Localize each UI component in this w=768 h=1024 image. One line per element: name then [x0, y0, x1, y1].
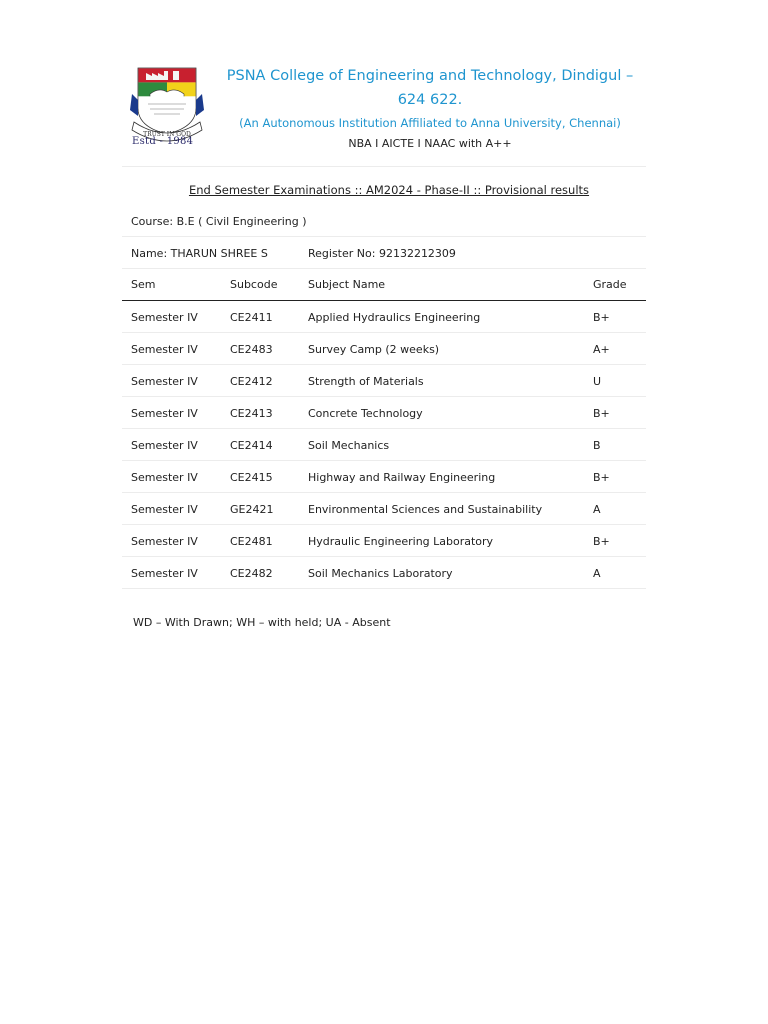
- table-row: [122, 493, 646, 525]
- cell-subject-name: Highway and Railway Engineering: [308, 471, 496, 484]
- table-header: [122, 268, 646, 301]
- table-body: [122, 301, 646, 589]
- cell-grade: B+: [593, 471, 610, 484]
- cell-subcode: CE2411: [230, 311, 273, 324]
- cell-sem: Semester IV: [131, 439, 198, 452]
- college-affiliation: (An Autonomous Institution Affiliated to Anna University, Chennai): [239, 116, 621, 130]
- cell-subject-name: Environmental Sciences and Sustainability: [308, 503, 543, 516]
- cell-subcode: CE2413: [230, 407, 273, 420]
- cell-grade: B+: [593, 535, 610, 548]
- cell-subcode: CE2481: [230, 535, 273, 548]
- column-header-grade: Grade: [593, 278, 627, 291]
- table-row: [122, 301, 646, 333]
- cell-subject-name: Strength of Materials: [308, 375, 424, 388]
- cell-subcode: CE2415: [230, 471, 273, 484]
- column-header-subcode: Subcode: [230, 278, 278, 291]
- exam-title: End Semester Examinations :: AM2024 - Phase-II :: Provisional results: [188, 183, 590, 197]
- cell-sem: Semester IV: [131, 407, 198, 420]
- student-info-row: [122, 236, 646, 269]
- cell-sem: Semester IV: [131, 535, 198, 548]
- cell-subject-name: Applied Hydraulics Engineering: [308, 311, 481, 324]
- cell-grade: A: [593, 567, 601, 580]
- cell-subject-name: Survey Camp (2 weeks): [308, 343, 440, 356]
- cell-sem: Semester IV: [131, 567, 198, 580]
- cell-sem: Semester IV: [131, 375, 198, 388]
- cell-sem: Semester IV: [131, 471, 198, 484]
- results-table: [122, 268, 646, 589]
- cell-subcode: CE2412: [230, 375, 273, 388]
- table-row: [122, 365, 646, 397]
- table-row: [122, 525, 646, 557]
- accreditation-line: NBA I AICTE I NAAC with A++: [348, 137, 512, 150]
- cell-subject-name: Hydraulic Engineering Laboratory: [308, 535, 494, 548]
- cell-sem: Semester IV: [131, 311, 198, 324]
- college-name: PSNA College of Engineering and Technology, Dindigul – 624 622.: [226, 68, 634, 108]
- cell-subcode: GE2421: [230, 503, 274, 516]
- cell-grade: B+: [593, 407, 610, 420]
- logo-motto: TRUST IN GOD: [143, 131, 191, 138]
- cell-subject-name: Soil Mechanics: [308, 439, 390, 452]
- grade-legend: WD – With Drawn; WH – with held; UA - Absent: [133, 616, 391, 629]
- cell-subcode: CE2414: [230, 439, 273, 452]
- table-row: [122, 397, 646, 429]
- course-label: Course: B.E ( Civil Engineering ): [131, 215, 307, 228]
- established-year: Estd - 1984: [132, 136, 194, 147]
- cell-sem: Semester IV: [131, 503, 198, 516]
- cell-subject-name: Concrete Technology: [308, 407, 423, 420]
- table-row: [122, 429, 646, 461]
- course-row: [122, 204, 646, 237]
- cell-grade: B+: [593, 311, 610, 324]
- table-row: [122, 333, 646, 365]
- column-header-sem: Sem: [131, 278, 156, 291]
- cell-subject-name: Soil Mechanics Laboratory: [308, 567, 453, 580]
- cell-grade: A: [593, 503, 601, 516]
- table-row: [122, 557, 646, 589]
- student-name: Name: THARUN SHREE S: [131, 247, 268, 260]
- cell-grade: A+: [593, 343, 610, 356]
- register-number: Register No: 92132212309: [308, 247, 456, 260]
- cell-sem: Semester IV: [131, 343, 198, 356]
- cell-subcode: CE2483: [230, 343, 273, 356]
- college-header: [122, 58, 646, 167]
- cell-grade: U: [593, 375, 602, 388]
- table-row: [122, 461, 646, 493]
- cell-subcode: CE2482: [230, 567, 273, 580]
- cell-grade: B: [593, 439, 601, 452]
- column-header-subject: Subject Name: [308, 278, 386, 291]
